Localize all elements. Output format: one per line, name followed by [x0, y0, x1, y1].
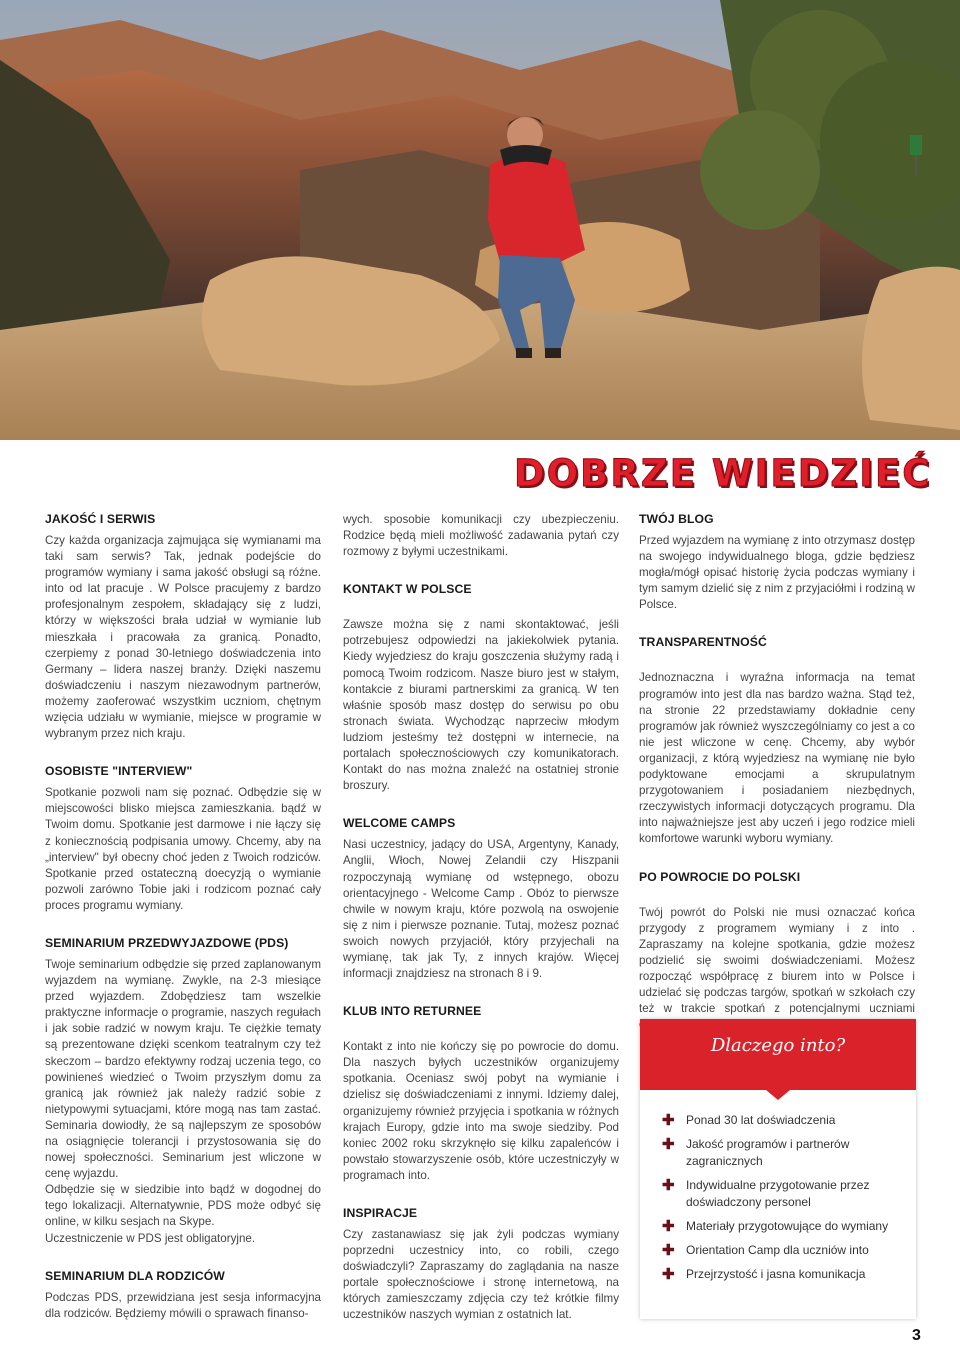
- text-welcome-camps: Nasi uczestnicy, jadący do USA, Argentyny, Kanady, Anglii, Włoch, Nowej Zelandii czy Hiszpanii rozpoczynają wymianę od wstępnego, obozu orientacyjnego - Welcome Camp . Obóz to pierwsze chwile w nowym kraju, które pozwolą na oswojenie się z nim i pierwsze poznanie. Tutaj, możesz poznać swoich nowych przyjaciół, który przyjechali na wymianę, tak jak Ty, z innych krajów. Więcej informacji znajdziesz na stronach 8 i 9.: [343, 838, 619, 981]
- why-into-list: [662, 1112, 912, 1290]
- list-item: ✚ Jakość programów i partnerów zagranicznych: [662, 1136, 850, 1168]
- heading-interview: OSOBISTE "INTERVIEW": [45, 764, 193, 779]
- list-item: ✚ Ponad 30 lat doświadczenia: [662, 1112, 836, 1129]
- heading-transparency: TRANSPARENTNOŚĆ: [639, 635, 767, 650]
- list-item: ✚ Indywidualne przygotowanie przez doświadczony personel: [662, 1177, 870, 1209]
- heading-quality-service: JAKOŚĆ I SERWIS: [45, 512, 156, 526]
- why-into-box: [640, 1019, 916, 1319]
- why-into-title: Dlaczego into?: [710, 1035, 846, 1056]
- heading-after-return: PO POWROCIE DO POLSKI: [639, 869, 801, 884]
- plus-icon: ✚: [662, 1266, 675, 1283]
- canyon-photo-illustration: [0, 0, 960, 440]
- page-number: 3: [912, 1327, 921, 1344]
- column-1: [45, 512, 321, 1322]
- heading-welcome-camps: WELCOME CAMPS: [343, 816, 456, 831]
- why-into-header: [640, 1019, 916, 1090]
- text-parents-seminar: Podczas PDS, przewidziana jest sesja informacyjna dla rodziców. Będziemy mówili o sprawach finanso-: [45, 1290, 321, 1320]
- plus-icon: ✚: [662, 1112, 675, 1129]
- list-item: ✚ Przejrzystość i jasna komunikacja: [662, 1266, 866, 1283]
- text-quality-service: Czy każda organizacja zajmująca się wymianami ma taki sam serwis? Tak, jednak podejście do programów wymiany i sama jakość obsługi są różne. into od lat pracuje . W Polsce pracujemy z bardzo profesjonalnym zespołem, składający się z ludzi, którzy w większości brała udział w wymianie lub mieszkała i pracowała za granicą. Ponadto, czerpiemy z ponad 30-letniego doświadczenia into Germany – lidera naszej branży. Dzięki naszemu doświadczeniu i naszym niezawodnym partnerów, możemy zaoferować wszystkim uczniom, chętnym wzięcia udziału w wymianie, miejsce w programie w wybranym przez nich kraju.: [45, 534, 321, 741]
- heading-parents-seminar: SEMINARIUM DLA RODZICÓW: [45, 1268, 225, 1283]
- heading-returnee-club: KLUB INTO RETURNEE: [343, 1004, 482, 1019]
- text-your-blog: Przed wyjazdem na wymianę z into otrzymasz dostęp na swojego indywidualnego bloga, gdzie będziesz mogła/mógł opisać historię życia podczas wymiany i tym samym dzielić się z nim z przyjaciółmi i rodziną w Polsce.: [639, 534, 915, 612]
- text-parents-seminar-continued: wych. sposobie komunikacji czy ubezpieczeniu. Rodzice będą mieli możliwość zadawania pytań czy rozmowy z byłymi uczestnikami.: [343, 513, 619, 559]
- list-item: ✚ Orientation Camp dla uczniów into: [662, 1242, 869, 1259]
- text-transparency: Jednoznaczna i wyraźna informacja na temat programów into jest dla nas bardzo ważna. Stąd też, na stronie 22 przedstawiamy dokładnie ceny programów jak również wyszczególniamy co jest a co nie jest wliczone w cenę. Chcemy, aby wybór organizacji, z którą wyjedziesz na wymianę nie było podyktowane emocjami a skrupulatnym przygotowaniem i posiadaniem niezbędnych, rzeczywistych informacji dotyczących programu. Dla into najważniejsze jest aby uczeń i jego rodzice mieli komfortowe warunki wyboru wymiany.: [639, 671, 915, 846]
- plus-icon: ✚: [662, 1242, 675, 1259]
- heading-inspirations: INSPIRACJE: [343, 1206, 418, 1220]
- column-3: [639, 512, 915, 1033]
- section-banner-title: DOBRZE WIEDZIEĆ: [514, 452, 932, 495]
- hero-photo: [0, 0, 960, 440]
- plus-icon: ✚: [662, 1218, 675, 1235]
- text-after-return: Twój powrót do Polski nie musi oznaczać końca przygody z programem wymiany i z into . Zapraszamy na kolejne spotkania, gdzie możesz podzielić się swoimi doświadczeniami. Możesz rozpocząć współpracę z biurem into w Polsce i udzielać się podczas targów, spotkań w szkołach czy też w trakcie spotkań z potencjalnymi uczniami: [639, 905, 915, 1016]
- column-2: [343, 512, 619, 1324]
- text-interview: Spotkanie pozwoli nam się poznać. Odbędzie się w miejscowości blisko miejsca zamieszkania. bądź w Twoim domu. Spotkanie jest darmowe i nie łączy się z koniecznością podpisania umowy. Chcemy, aby na „interview" był obecny choć jeden z Twoich rodziców. Spotkanie przed ostateczną doecyzją o wymianie pozwoli zarówno Tobie jaki i rodzicom poznać cały proces programu wymiany.: [45, 786, 321, 912]
- text-returnee-club: Kontakt z into nie kończy się po powrocie do domu. Dla naszych byłych uczestników organizujemy spotkania. Oceniasz swój pobyt na wymianie i dzielisz się doświadczeniami z innymi. Idziemy dalej, organizujemy również przyjęcia i spotkania w różnych krajach Europy, gdzie into ma swoje siedziby. Pod koniec 2002 roku skrzyknęło się kilku zapaleńców i powstało stowarzyszenie osób, które uczestniczyły w programach into.: [343, 1040, 619, 1182]
- plus-icon: ✚: [662, 1136, 675, 1153]
- header-notch: [766, 1090, 790, 1100]
- text-inspirations: Czy zastanawiasz się jak żyli podczas wymiany poprzedni uczestnicy into, co robili, czego doświadczyli? Zapraszamy do zaglądania na nasze portale społecznościowe i stronę internetową, na których zamieszczamy zdjęcia czy też krótkie filmy uczestników naszych wymian z ostatnich lat.: [343, 1228, 619, 1322]
- list-item: ✚ Materiały przygotowujące do wymiany: [662, 1218, 889, 1235]
- text-pds-mandatory: Uczestniczenie w PDS jest obligatoryjne.: [45, 1231, 256, 1245]
- heading-contact-poland: KONTAKT W POLSCE: [343, 582, 472, 597]
- text-contact-poland: Zawsze można się z nami skontaktować, jeśli potrzebujesz odpowiedzi na jakiekolwiek pytania. Kiedy wyjedziesz do kraju goszczenia służymy radą i pomocą Twoim rodzicom. Nasze biuro jest w stałym, kontakcie z biurami partnerskimi za granicą. W ten właśnie sposób masz dostęp do serwisu po obu stronach świata. Wychodząc naprzeciw młodym ludziom jesteśmy też dostępni w internecie, na portalach społecznościowych czy komunikatorach. Kontakt do nas można znaleźć na ostatniej stronie broszury.: [343, 618, 619, 793]
- text-pds: Twoje seminarium odbędzie się przed zaplanowanym wyjazdem na wymianę. Zwykle, na 2-3 miesiące przed wyjazdem. Zdobędziesz tam wszelkie praktyczne informacje o programie, naszych regułach i jak sobie radzić w nowym kraju. Te ciężkie tematy są prezentowane dzięki scenkom teatralnym czy też skeczom – bardzo efektywny rodzaj uczenia tego, co powinieneś wiedzieć o Twoim przyszłym domu za granicą jak również jak należy radzić sobie z nietypowymi sytuacjami, które mogą nas tam zastać. Seminaria dowiodły, że są najlepszym ze sposobów na osiągnięcie tolerancji i przystosowania się do nowej społeczności. Seminarium jest wliczone w cenę wyjazdu.: [45, 957, 321, 1181]
- heading-pds: SEMINARIUM PRZEDWYJAZDOWE (PDS): [45, 935, 289, 950]
- plus-icon: ✚: [662, 1177, 675, 1194]
- text-pds-location: Odbędzie się w siedzibie into bądź w dogodnej do tego lokalizacji. Alternatywnie, PDS może odbyć się online, w kilku sesjach na Skype.: [45, 1183, 321, 1229]
- heading-your-blog: TWÓJ BLOG: [639, 512, 714, 526]
